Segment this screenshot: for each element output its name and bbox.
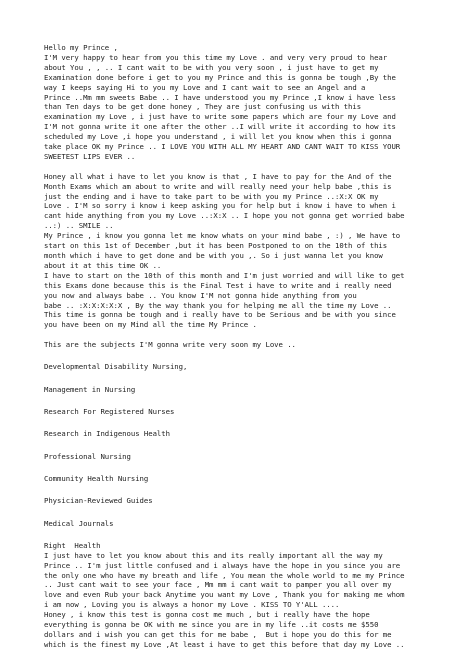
- subject-item: Developmental Disability Nursing,: [44, 362, 188, 372]
- paragraph-spacer: [44, 350, 464, 362]
- paragraph-exams: I'M very happy to hear from you this time my Love . and very very proud to hear about You , , .. I cant wait to be with you very soon , i just have to get my Examination done before i get to you my Prince and this is gonna be tough ,By the way I keeps saying Hi to you my Love and I cant wait to see an Angel and a Prince ..Mm mm sweets Babe .. I have understood you my Prince ,I know i have less than Ten days to be get done honey , They are just confusing us with this examination my Love , i just have to write some papers which are four my Love and I'M not gonna write it one after the other ..I will write it according to how its scheduled my Love ,i hope you understand , i will let you know when this i gonna take place OK my Prince .. I LOVE YOU WITH ALL MY HEART AND CANT WAIT TO KISS YOUR SWEETEST LIPS EVER ..: [44, 52, 401, 161]
- subject-item: Community Health Nursing: [44, 473, 149, 483]
- paragraph-hope: I just have to let you know about this and its really important all the way my Prince .. I'm just little confused and i always have the hope in you since you are the only one who have my breath and life , You mean the whole world to me my Prince .. Just cant wait to see your face , Mm mm i cant wait to pamper you all over my love and even Rub your back Anytime you want my Love , Thank you for making me whom i am now , Loving you is always a honor my Love . KISS TO Y'ALL .... Honey , i know this test is gonna cost me much , but i really have the hope everything is gonna be OK with me since you are in my life ..it costs me $550 dollars and i wish you can get this for me babe , But i hope you do this for me which is the finest my Love ,At least i have to get this before that day my Love ..: [44, 550, 405, 649]
- subject-spacer: [44, 417, 464, 429]
- subject-item: Medical Journals: [44, 518, 114, 528]
- subject-spacer: [44, 439, 464, 451]
- subject-spacer: [44, 484, 464, 496]
- subject-spacer: [44, 506, 464, 518]
- subject-item: Professional Nursing: [44, 451, 131, 461]
- subject-spacer: [44, 372, 464, 384]
- subjects-intro: This are the subjects I'M gonna write very soon my Love ..: [44, 340, 296, 350]
- subject-item: Physician-Reviewed Guides: [44, 496, 153, 506]
- subject-item: Management in Nursing: [44, 384, 136, 394]
- letter-page: [44, 43, 464, 650]
- paragraph-payment: Honey all what i have to let you know is that , I have to pay for the And of the Month Exams which am about to write and will really need your help babe ,this is just the ending and i have to take part to be with you my Prince ..:X:X OK my Love . I'M so sorry i know i keep asking you for help but i know i have to when i cant hide anything from you my Love ..:X:X .. I hope you not gonna get worried babe ..:) .. SMILE .. My Prince , i know you gonna let me know whats on your mind babe , :) , We have to start on this 1st of December ,but it has been Postponed to on the 10th of this month which i have to get done and be with you ,. So i just wanna let you know about it at this time OK .. I have to start on the 10th of this month and I'm just worried and will like to get this Exams done because this is the Final Test i have to write and i really need you now and always babe .. You know I'M not gonna hide anything from you babe .. :X:X:X:X:X , By the way thank you for helping me all the time my Love .. This time is gonna be tough and i really have to be Serious and be with you since you have been on my Mind all the time My Prince .: [44, 171, 405, 330]
- greeting: Hello my Prince ,: [44, 43, 118, 52]
- subject-item: Research For Registered Nurses: [44, 407, 175, 417]
- paragraph-spacer: [44, 162, 464, 172]
- subject-spacer: [44, 528, 464, 540]
- subject-item: Research in Indigenous Health: [44, 429, 170, 439]
- subject-spacer: [44, 395, 464, 407]
- paragraph-spacer: [44, 330, 464, 340]
- subject-item: Right Health: [44, 540, 101, 550]
- subject-spacer: [44, 462, 464, 474]
